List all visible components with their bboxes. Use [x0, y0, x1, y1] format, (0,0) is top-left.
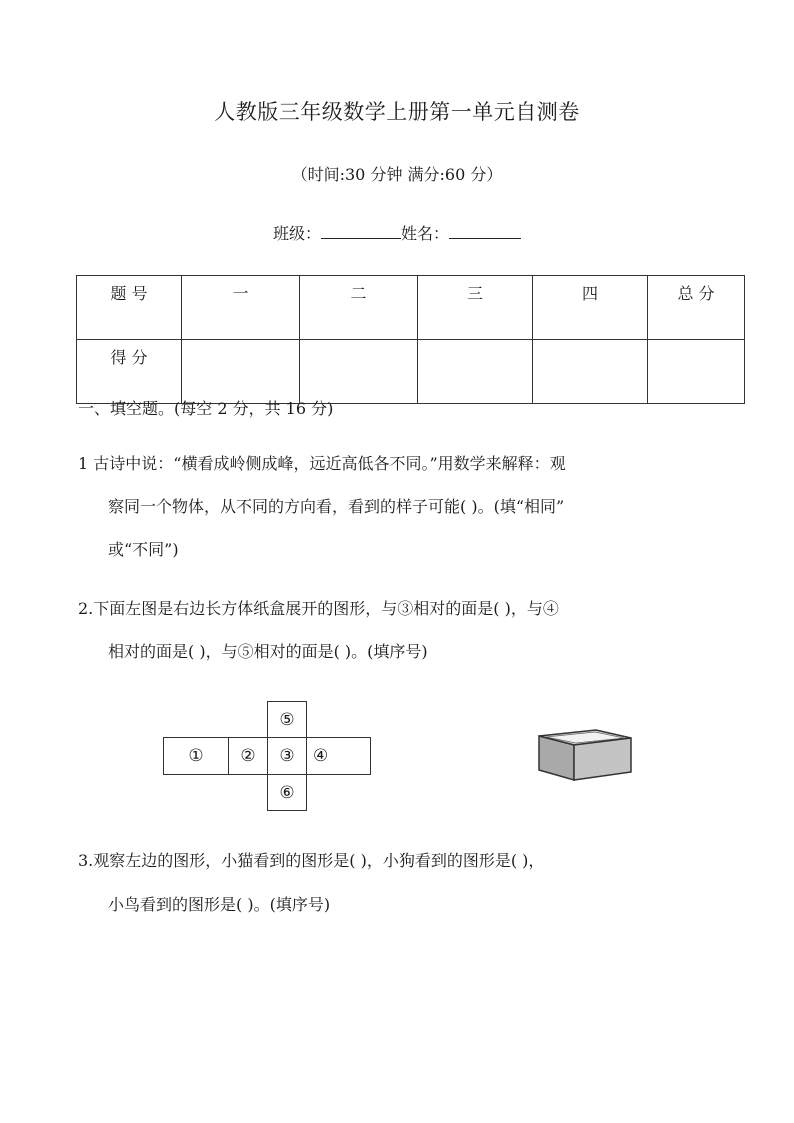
score-cell[interactable]: [533, 340, 648, 404]
question-1-line-3: 或“不同”): [108, 540, 179, 559]
box-net-figure: [163, 701, 373, 811]
header-cell-total: 总 分: [648, 276, 745, 340]
class-label: 班级：: [272, 224, 321, 243]
score-row-label: 得 分: [77, 340, 182, 404]
name-blank[interactable]: [449, 224, 521, 239]
section-title: 一、填空题。(每空 2 分，共 16 分): [78, 399, 334, 418]
class-name-line: [0, 221, 794, 244]
header-cell-number: 题 号: [77, 276, 182, 340]
net-face-6: ⑥: [267, 774, 307, 811]
net-face-2: ②: [228, 737, 268, 775]
question-3-line-2: 小鸟看到的图形是( )。(填序号): [108, 895, 331, 914]
net-face-5: ⑤: [267, 701, 307, 738]
question-1-line-2: 察同一个物体，从不同的方向看，看到的样子可能( )。(填“相同”: [108, 497, 565, 516]
question-2-line-1: 2.下面左图是右边长方体纸盒展开的图形，与③相对的面是( )，与④: [78, 599, 559, 618]
net-face-1: ①: [163, 737, 229, 775]
exam-subtitle: （时间:30 分钟 满分:60 分）: [291, 165, 503, 184]
header-cell-four: 四: [533, 276, 648, 340]
class-blank[interactable]: [321, 224, 401, 239]
open-box-illustration: [536, 722, 632, 786]
score-value-row: [77, 340, 745, 404]
question-1-line-1: 1 古诗中说：“横看成岭侧成峰，远近高低各不同。”用数学来解释：观: [78, 454, 566, 473]
score-cell-total[interactable]: [648, 340, 745, 404]
net-face-3: ③: [267, 737, 307, 775]
name-label: 姓名：: [401, 224, 450, 243]
header-cell-one: 一: [182, 276, 300, 340]
header-cell-three: 三: [418, 276, 533, 340]
score-cell[interactable]: [182, 340, 300, 404]
question-3-line-1: 3.观察左边的图形，小猫看到的图形是( )，小狗看到的图形是( )，: [78, 851, 545, 870]
score-cell[interactable]: [300, 340, 418, 404]
score-table: [76, 275, 745, 404]
score-header-row: [77, 276, 745, 340]
question-2-line-2: 相对的面是( )，与⑤相对的面是( )。(填序号): [108, 642, 428, 661]
exam-title: 人教版三年级数学上册第一单元自测卷: [214, 100, 580, 124]
net-face-4: ④: [306, 737, 371, 775]
score-cell[interactable]: [418, 340, 533, 404]
header-cell-two: 二: [300, 276, 418, 340]
